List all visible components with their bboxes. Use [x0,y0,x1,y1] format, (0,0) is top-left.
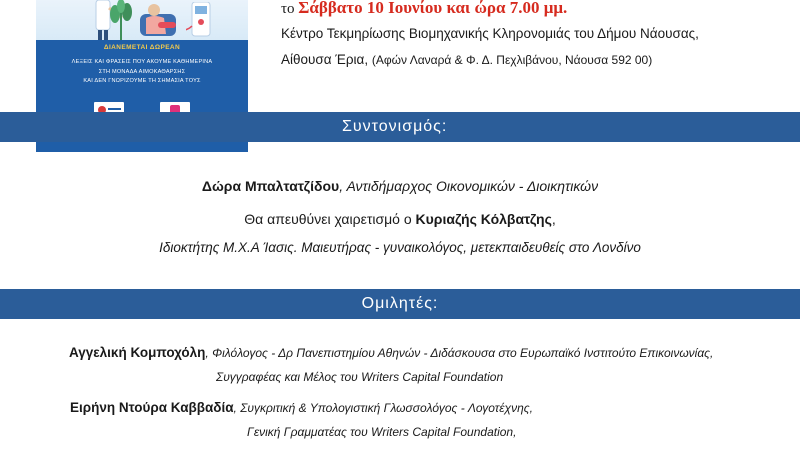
coordination-heading: Συντονισμός: [342,118,448,135]
speaker-description: , Φιλόλογος - Δρ Πανεπιστημίου Αθηνών - Διδάσκουσα στο Ευρωπαϊκό Ινστιτούτο Επικοινωνίας, [205,346,714,360]
cover-subtitle-line: ΛΕΞΕΙΣ ΚΑΙ ΦΡΑΣΕΙΣ ΠΟΥ ΑΚΟΥΜΕ ΚΑΘΗΜΕΡΙΝΑ [71,59,213,65]
cover-subtitle [36,58,248,87]
greeting-role: Ιδιοκτήτης Μ.Χ.Α Ίασις. Μαιευτήρας - γυναικολόγος, μετεκπαιδευθείς στο Λονδίνο [159,240,641,255]
coordinator-name: Δώρα Μπαλτατζίδου [201,178,340,194]
event-address: (Αφών Λαναρά & Φ. Δ. Πεχλιβάνου, Νάουσα 592 00) [371,53,653,67]
event-room [281,52,652,67]
event-date-highlight: Σάββατο 10 Ιουνίου και ώρα 7.00 μμ. [298,0,568,17]
greeting-line [0,211,800,227]
speakers-heading: Ομιλητές: [361,295,439,312]
greeting-name: Κυριαζής Κόλβατζης [415,211,552,227]
speakers-heading-bar [0,289,800,319]
cover-subtitle-line: ΚΑΙ ΔΕΝ ΓΝΩΡΙΖΟΥΜΕ ΤΗ ΣΗΜΑΣΙΑ ΤΟΥΣ [83,78,201,84]
speaker-item [69,345,713,360]
coordinator-line [0,178,800,194]
speaker-name: Ειρήνη Ντούρα Καββαδία [70,400,234,415]
speaker-item [70,400,533,415]
speaker-description-cont: Γενική Γραμματέας του Writers Capital Foundation, [247,425,517,439]
cover-free-label: ΔΙΑΝΕΜΕΤΑΙ ΔΩΡΕΑΝ [103,44,181,51]
speaker-description-cont: Συγγραφέας και Μέλος του Writers Capital Foundation [216,370,504,384]
event-room-name: Αίθουσα Έρια, [281,52,372,67]
greeting-prefix: Θα απευθύνει χαιρετισμό ο [244,211,416,227]
patient-in-chair-icon [136,4,184,40]
dialysis-machine-icon [186,2,216,40]
speaker-description: , Συγκριτική & Υπολογιστική Γλωσσολόγος - Λογοτέχνης, [233,401,533,415]
greeting-suffix: , [551,211,556,227]
event-venue: Κέντρο Τεκμηρίωσης Βιομηχανικής Κληρονομιάς του Δήμου Νάουσας, [281,26,699,41]
coordinator-role: , Αντιδήμαρχος Οικονομικών - Διοικητικών [339,178,599,194]
cover-subtitle-line: ΣΤΗ ΜΟΝΑΔΑ ΑΙΜΟΚΑΘΑΡΣΗΣ [98,68,186,75]
event-date [281,0,567,17]
coordination-heading-bar [0,112,800,142]
cover-illustration [36,0,248,40]
event-date-prefix: το [281,1,299,17]
plant-icon [106,0,136,40]
speaker-name: Αγγελική Κομποχόλη [69,345,206,360]
